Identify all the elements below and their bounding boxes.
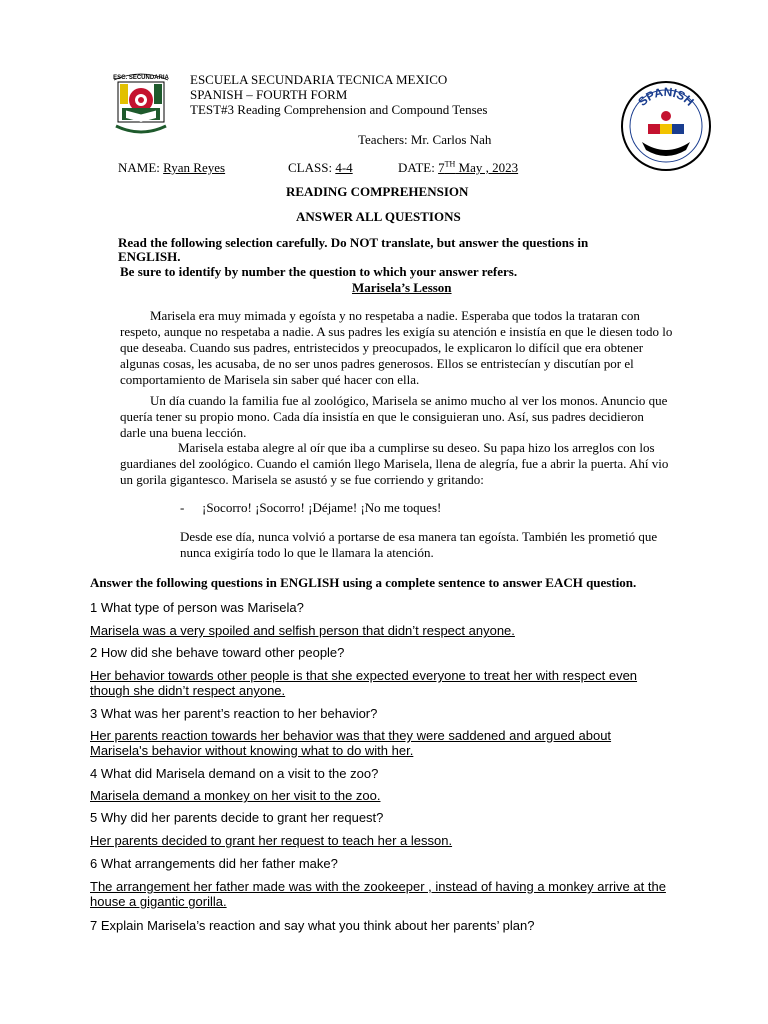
answer-6: The arrangement her father made was with the zookeeper , instead of having a monkey arrive at the house a gigantic gorilla. xyxy=(90,879,666,909)
svg-text:ESC. SECUNDARIA: ESC. SECUNDARIA xyxy=(113,75,169,81)
class-value: 4-4 xyxy=(335,160,353,175)
question-7: 7 Explain Marisela’s reaction and say what you think about her parents’ plan? xyxy=(90,918,535,933)
questions-header: Answer the following questions in ENGLISH using a complete sentence to answer EACH question. xyxy=(90,575,637,590)
question-6: 6 What arrangements did her father make? xyxy=(90,856,338,871)
school-crest-icon xyxy=(106,70,176,138)
name-label: NAME: xyxy=(118,160,160,175)
instructions-line-2: ENGLISH. xyxy=(118,249,181,264)
answer-2: Her behavior towards other people is that she expected everyone to treat her with respect even though she didn’t respect anyone. xyxy=(90,668,638,698)
story-paragraph-1: Marisela era muy mimada y egoísta y no respetaba a nadie. Esperaba que todos la trataran con respeto, aunque no respetaba a nadie. A sus padres les exigía su atención e insistía en que le diesen todo lo que deseaba. Cuando sus padres, entristecidos y preocupados, le explicaron lo difícil que era obtener algunas cosas, les acusaba, de no ser unos padres generosos. Ellos se entristecían y discutían por el comportamiento de Marisela sin saber qué hacer con ella. xyxy=(120,308,673,387)
question-3: 3 What was her parent’s reaction to her behavior? xyxy=(90,706,378,721)
answer-1: Marisela was a very spoiled and selfish person that didn’t respect anyone. xyxy=(90,623,515,638)
spanish-logo xyxy=(620,80,712,172)
date-label: DATE: xyxy=(398,160,435,175)
answer-5: Her parents decided to grant her request to teach her a lesson. xyxy=(90,833,453,848)
question-5: 5 Why did her parents decide to grant her request? xyxy=(90,810,384,825)
instructions-line-1: Read the following selection carefully. Do NOT translate, but answer the questions in xyxy=(118,235,589,250)
name-line xyxy=(118,160,225,175)
question-2: 2 How did she behave toward other people? xyxy=(90,645,345,660)
question-1: 1 What type of person was Marisela? xyxy=(90,600,304,615)
class-line xyxy=(288,160,353,175)
name-value: Ryan Reyes xyxy=(163,160,226,175)
answer-4: Marisela demand a monkey on her visit to the zoo. xyxy=(90,788,381,803)
story-title: Marisela’s Lesson xyxy=(352,280,452,295)
teachers: Teachers: Mr. Carlos Nah xyxy=(358,132,492,147)
story-paragraph-4: Desde ese día, nunca volvió a portarse de esa manera tan egoísta. También les prometió que nunca exigiría todo lo que le llamara la atención. xyxy=(180,529,658,560)
test-title: TEST#3 Reading Comprehension and Compound Tenses xyxy=(190,102,488,117)
reading-title: READING COMPREHENSION xyxy=(286,184,469,199)
answer-all-title: ANSWER ALL QUESTIONS xyxy=(296,209,461,224)
school-logo xyxy=(106,70,176,138)
question-4: 4 What did Marisela demand on a visit to the zoo? xyxy=(90,766,379,781)
class-label: CLASS: xyxy=(288,160,333,175)
svg-text:SPANISH: SPANISH xyxy=(635,84,697,109)
form-title: SPANISH – FOURTH FORM xyxy=(190,87,348,102)
spanish-emblem-icon xyxy=(620,80,712,172)
story-paragraph-3: Marisela estaba alegre al oír que iba a cumplirse su deseo. Su papa hizo los arreglos con los guardianes del zoológico. Cuando el camión llego Marisela, llena de alegría, fue a abrir la puerta. Ahí vio un gorila gigantesco. Marisela se asustó y se fue corriendo y gritando: xyxy=(120,440,669,487)
instructions-line-3: Be sure to identify by number the question to which your answer refers. xyxy=(120,264,518,279)
date-line xyxy=(398,160,518,175)
shout-dash: - xyxy=(180,500,185,515)
answer-3: Her parents reaction towards her behavior was that they were saddened and argued about Marisela's behavior without knowing what to do with her. xyxy=(90,728,612,758)
school-name: ESCUELA SECUNDARIA TECNICA MEXICO xyxy=(190,72,448,87)
story-paragraph-2: Un día cuando la familia fue al zoológico, Marisela se animo mucho al ver los monos. Anuncio que quería tener su propio mono. Cada día insistía en que le consiguieran uno. Así, sus padres decidieron darle una buena lección. xyxy=(120,393,668,440)
date-value: 7TH May , 2023 xyxy=(438,159,519,175)
shout-line: ¡Socorro! ¡Socorro! ¡Déjame! ¡No me toques! xyxy=(202,500,442,515)
